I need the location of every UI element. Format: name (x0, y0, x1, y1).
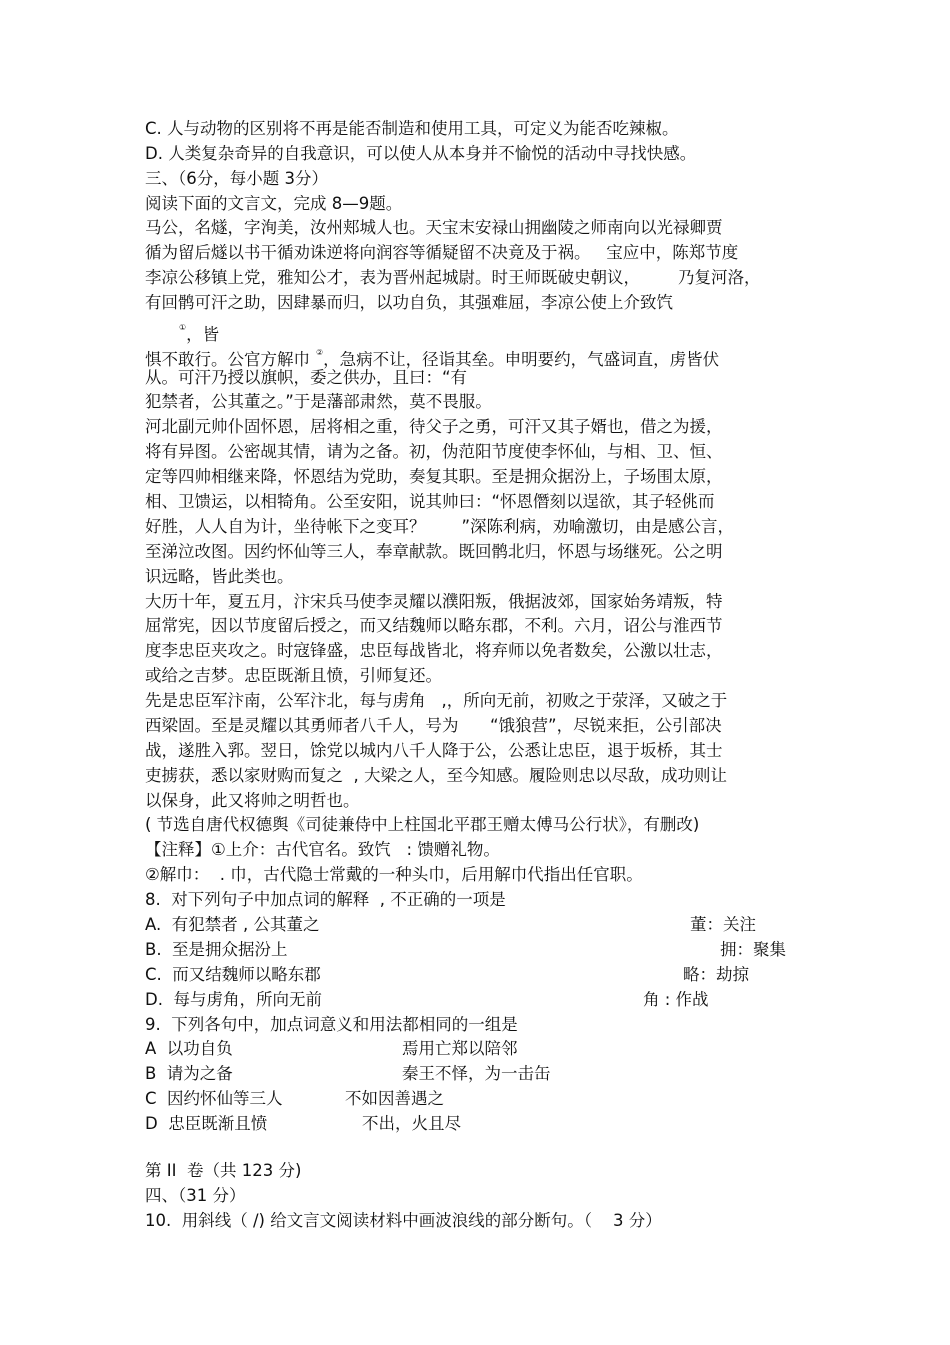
question-10-stem: 10. 用斜线（ /) 给文言文阅读材料中画波浪线的部分断句。（ 3 分） (145, 1211, 662, 1230)
section-three-heading: 三、（6分，每小题 3分） (145, 169, 328, 188)
passage-line: 定等四帅相继来降，怀恩结为党助，奏复其职。至是拥众据汾上，子场围太原， (145, 467, 723, 486)
passage-line: 犯禁者，公其董之。”于是藩部肃然，莫不畏服。 (145, 392, 492, 411)
question-8-stem: 8. 对下列句子中加点词的解释 , 不正确的一项是 (145, 890, 506, 909)
instruction-line: 阅读下面的文言文，完成 8—9题。 (145, 194, 403, 213)
passage-line: ①，皆 (179, 323, 220, 344)
passage-line: 惧不敢行。公官方解巾 ②，急病不让，径诣其垒。申明要约，气盛词直，虏皆伏 (145, 348, 720, 369)
q9-option-a-right: 焉用亡郑以陪邻 (402, 1039, 518, 1058)
passage-line: 先是忠臣军汴南，公军汴北，每与虏角 ,，所向无前，初败之于荥泽，又破之于 (145, 691, 728, 710)
q8-option-b: B. 至是拥众据汾上 (145, 940, 288, 959)
note-one: 【注释】①上介：古代官名。致饩 : 馈赠礼物。 (145, 840, 500, 859)
passage-line: 吏掳获，悉以家财购而复之 , 大梁之人，至今知感。履险则忠以尽敌，成功则让 (145, 766, 727, 785)
passage-line: 循为留后燧以书干循劝诛逆将向润容等循疑留不决竟及于祸。 宝应中，陈郑节度 (145, 243, 739, 262)
passage-line: 度李忠臣夹攻之。时寇锋盛，忠臣每战皆北，将弃师以免者数矣，公激以壮志， (145, 641, 723, 660)
q8-option-c-gloss: 略：劫掠 (683, 965, 749, 984)
q8-option-d: D. 每与虏角，所向无前 (145, 990, 322, 1009)
q8-option-a: A. 有犯禁者 , 公其董之 (145, 915, 320, 934)
q9-option-b: B 请为之备 (145, 1064, 233, 1083)
option-c-line: C. 人与动物的区别将不再是能否制造和使用工具，可定义为能否吃辣椒。 (145, 119, 679, 138)
passage-line: 马公，名燧，字洵美，汝州郏城人也。天宝末安禄山拥幽陵之师南向以光禄卿贾 (145, 218, 723, 237)
q8-option-b-gloss: 拥：聚集 (720, 940, 786, 959)
passage-line: 河北副元帅仆固怀恩，居将相之重，待父子之勇，可汗又其子婿也，借之为援， (145, 417, 723, 436)
passage-line: 识远略，皆此类也。 (145, 567, 294, 586)
q9-option-d-right: 不出，火且尽 (362, 1114, 461, 1133)
note-two: ②解巾： . 巾，古代隐士常戴的一种头巾，后用解巾代指出任官职。 (145, 865, 643, 884)
passage-line: 西梁固。至是灵耀以其勇师者八千人，号为 “饿狼营”，尽锐来拒，公引部决 (145, 716, 722, 735)
passage-line: 好胜，人人自为计，坐待帐下之变耳？ ”深陈利病，劝喻激切，由是感公言， (145, 517, 735, 536)
passage-line: 有回鹘可汗之助，因肆暴而归，以功自负，其强难屈，李凉公使上介致饩 (145, 293, 673, 312)
passage-line: 大历十年，夏五月，汴宋兵马使李灵耀以濮阳叛，俄据波郊，国家始务靖叛，特 (145, 592, 723, 611)
passage-line: 至涕泣改图。因约怀仙等三人，奉章献款。既回鹘北归，怀恩与场继死。公之明 (145, 542, 723, 561)
passage-line: 以保身，此又将帅之明哲也。 (145, 791, 360, 810)
passage-line: 从。可汗乃授以旗帜，委之供办，且曰：“有 (145, 368, 468, 387)
passage-line: 李凉公移镇上党，雅知公才，表为晋州起城尉。时王师既破史朝议， 乃复河洛， (145, 268, 761, 287)
question-9-stem: 9. 下列各句中，加点词意义和用法都相同的一组是 (145, 1015, 518, 1034)
q8-option-c: C. 而又结魏师以略东郡 (145, 965, 321, 984)
q9-option-c-right: 不如因善遇之 (345, 1089, 444, 1108)
section-four-heading: 四、（31 分） (145, 1186, 246, 1205)
passage-line: 战，遂胜入郛。翌日，馀党以城内八千人降于公，公悉让忠臣，退于坂桥，其士 (145, 741, 723, 760)
passage-line: 屈常宪，因以节度留后授之，而又结魏师以略东郡，不利。六月，诏公与淮西节 (145, 616, 723, 635)
q9-option-b-right: 秦王不怿，为一击缶 (402, 1064, 551, 1083)
q9-option-d: D 忠臣既渐且愤 (145, 1114, 268, 1133)
source-citation: ( 节选自唐代权德舆《司徒兼侍中上柱国北平郡王赠太傅马公行状》，有删改) (145, 815, 700, 834)
q9-option-c: C 因约怀仙等三人 (145, 1089, 283, 1108)
passage-line: 或给之吉梦。忠臣既渐且愤，引师复还。 (145, 666, 442, 685)
option-d-line: D. 人类复杂奇异的自我意识，可以使人从本身并不愉悦的活动中寻找快感。 (145, 144, 697, 163)
q9-option-a: A 以功自负 (145, 1039, 233, 1058)
q8-option-d-gloss: 角 : 作战 (643, 990, 709, 1009)
passage-line: 相、卫馈运，以相犄角。公至安阳，说其帅曰：“怀恩僭刻以逞欲，其子轻佻而 (145, 492, 715, 511)
q8-option-a-gloss: 董：关注 (690, 915, 756, 934)
passage-line: 将有异图。公密觇其情，请为之备。初，伪范阳节度使李怀仙，与相、卫、恒、 (145, 442, 723, 461)
part-two-heading: 第 II 卷（共 123 分) (145, 1161, 302, 1180)
